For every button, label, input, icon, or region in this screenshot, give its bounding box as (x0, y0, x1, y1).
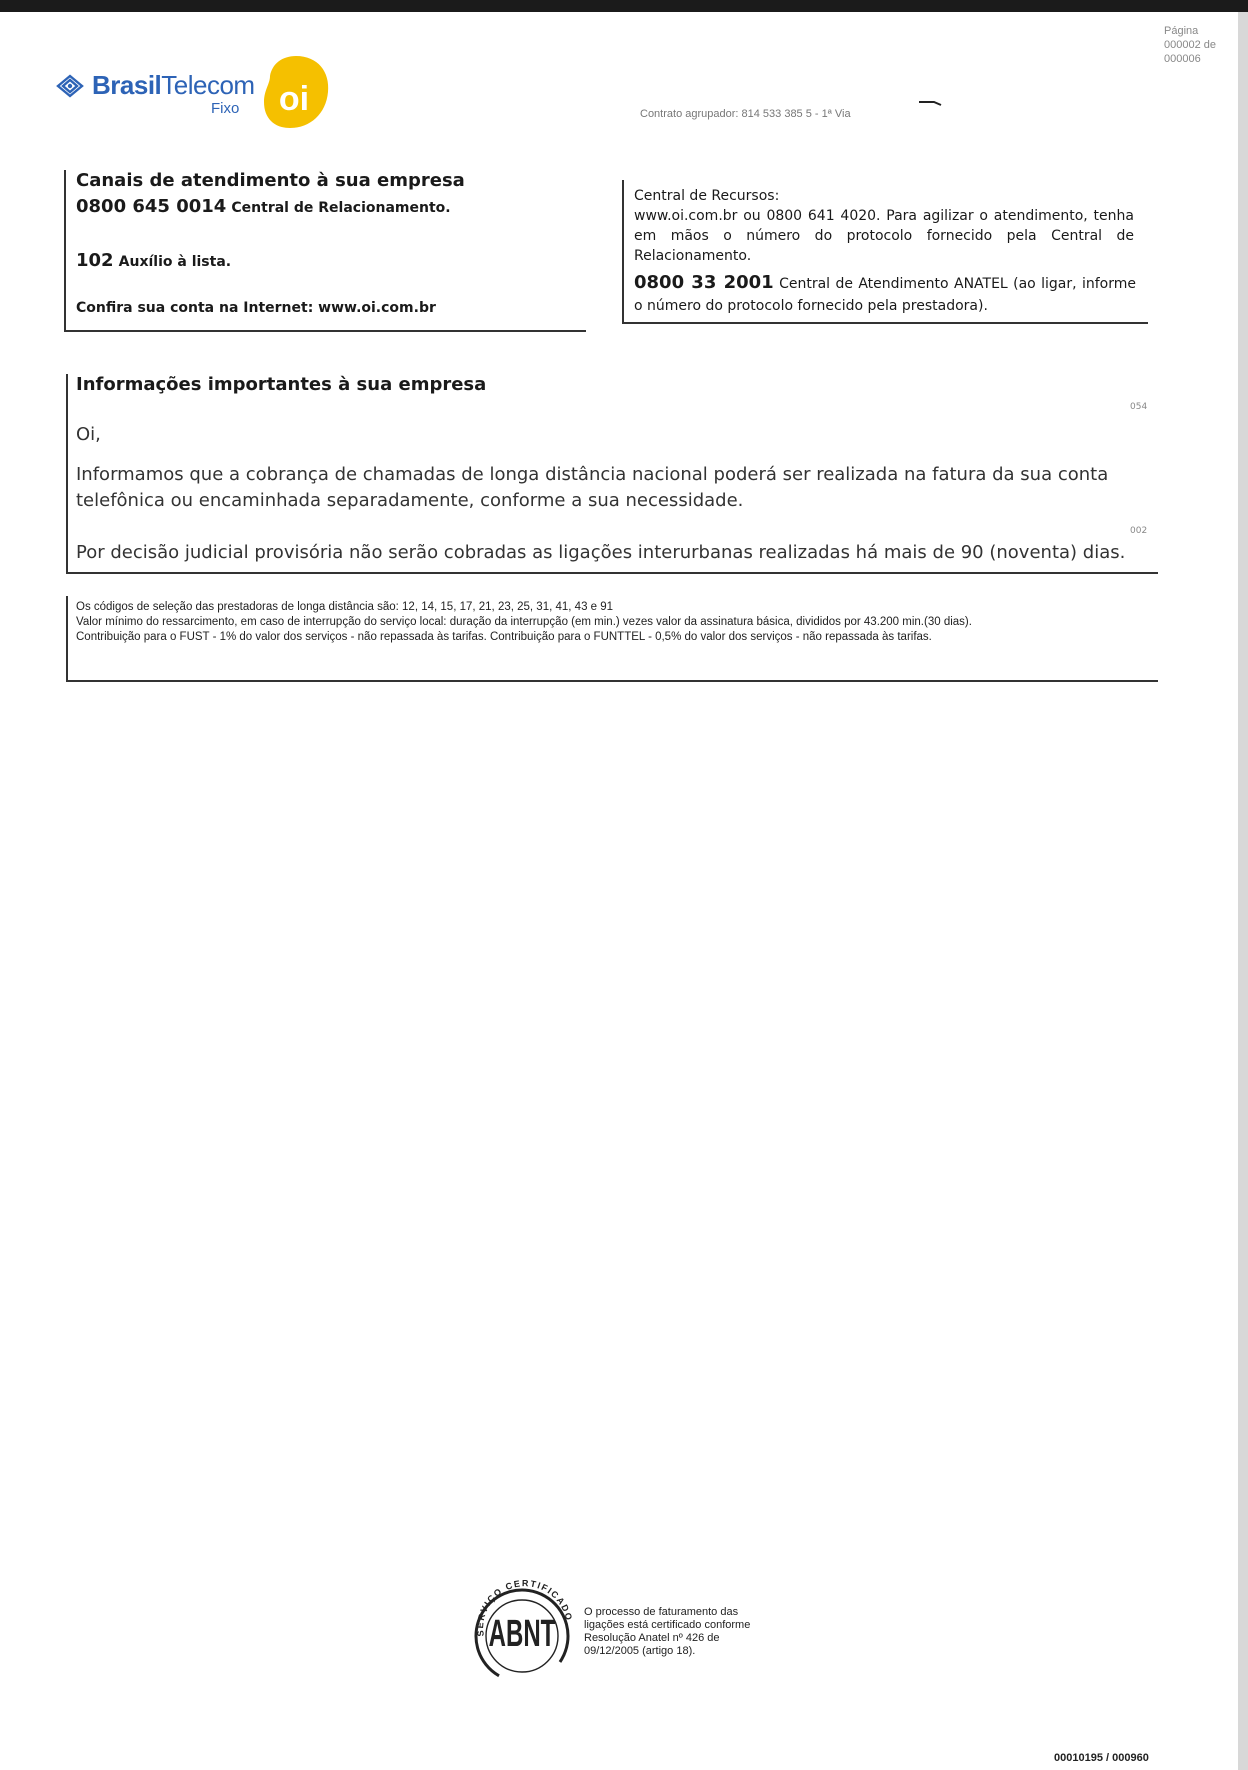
oi-logo-text: oi (278, 80, 310, 118)
brand-logo (54, 60, 344, 140)
brand-subtitle: Fixo (211, 100, 240, 117)
message-code-1: 054 (1130, 402, 1148, 412)
legal-note-refund: Valor mínimo do ressarcimento, em caso de interrupção do serviço local: duração da interrupção (em min.) vezes valor da assinatura básica, divididos por 43.200 min.(30 dias). (76, 616, 972, 628)
legal-note-carrier-codes: Os códigos de seleção das prestadoras de longa distância são: 12, 14, 15, 17, 21, 23, 25, 31, 41, 43 e 91 (76, 601, 614, 613)
seal-abnt-mark: ABNT (488, 1611, 556, 1655)
relationship-label: Central de Relacionamento. (231, 200, 451, 216)
resources-title: Central de Recursos: (634, 188, 780, 204)
directory-label: Auxílio à lista. (118, 254, 232, 270)
seal-caption: O processo de faturamento das ligações está certificado conforme Resolução Anatel nº 426 de 09/12/2005 (artigo 18). (584, 1606, 751, 1657)
info-paragraph-1: Informamos que a cobrança de chamadas de longa distância nacional poderá ser realizada na fatura da sua conta telefônica ou encaminhada separadamente, conforme a sua necessidade. (76, 464, 1109, 511)
oi-logo (260, 54, 332, 130)
service-channels-title: Canais de atendimento à sua empresa (76, 170, 465, 191)
scan-top-border (0, 0, 1248, 12)
service-channels-box (64, 170, 586, 332)
greeting: Oi, (76, 424, 101, 445)
important-info-title: Informações importantes à sua empresa (76, 374, 487, 395)
page-indicator-current: 000002 de (1164, 39, 1216, 51)
directory-row (76, 250, 231, 271)
page-indicator-label: Página (1164, 25, 1199, 37)
seal-ring-text: SERVIÇO CERTIFICADO (475, 1578, 575, 1637)
legal-note-contributions: Contribuição para o FUST - 1% do valor dos serviços - não repassada às tarifas. Contribuição para o FUNTTEL - 0,5% do valor dos serviços - não repassada às tarifas. (76, 631, 932, 643)
internet-bill-text: Confira sua conta na Internet: www.oi.com.br (76, 300, 436, 316)
resources-text: www.oi.com.br ou 0800 641 4020. Para agilizar o atendimento, tenha em mãos o número do protocolo fornecido pela Central de Relacionamento. (634, 208, 1134, 264)
page-indicator-total: 000006 (1164, 53, 1201, 65)
anatel-text: Central de Atendimento ANATEL (ao ligar, informe o número do protocolo fornecido pela prestadora). (634, 276, 1136, 314)
contract-line: Contrato agrupador: 814 533 385 5 - 1ª Via (640, 108, 851, 120)
message-code-2: 002 (1130, 526, 1148, 536)
brand-name (92, 70, 255, 101)
info-paragraph-2: Por decisão judicial provisória não serão cobradas as ligações interurbanas realizadas há mais de 90 (noventa) dias. (76, 542, 1126, 563)
brasil-telecom-icon (54, 70, 86, 102)
important-info-box (66, 374, 1158, 574)
directory-phone: 102 (76, 250, 114, 271)
page-indicator (1164, 24, 1234, 66)
brand-name-bold: Brasil (92, 70, 162, 100)
abnt-seal (466, 1574, 578, 1698)
relationship-phone: 0800 645 0014 (76, 196, 227, 217)
brand-name-regular: Telecom (161, 70, 255, 100)
pen-mark (918, 100, 942, 106)
document-footer-code: 00010195 / 000960 (1054, 1752, 1149, 1764)
anatel-phone: 0800 33 2001 (634, 272, 774, 293)
scan-right-edge (1238, 12, 1248, 1770)
relationship-center-row (76, 196, 451, 217)
anatel-row (634, 272, 1136, 317)
legal-notes-box (66, 596, 1158, 682)
resources-box (622, 180, 1148, 324)
